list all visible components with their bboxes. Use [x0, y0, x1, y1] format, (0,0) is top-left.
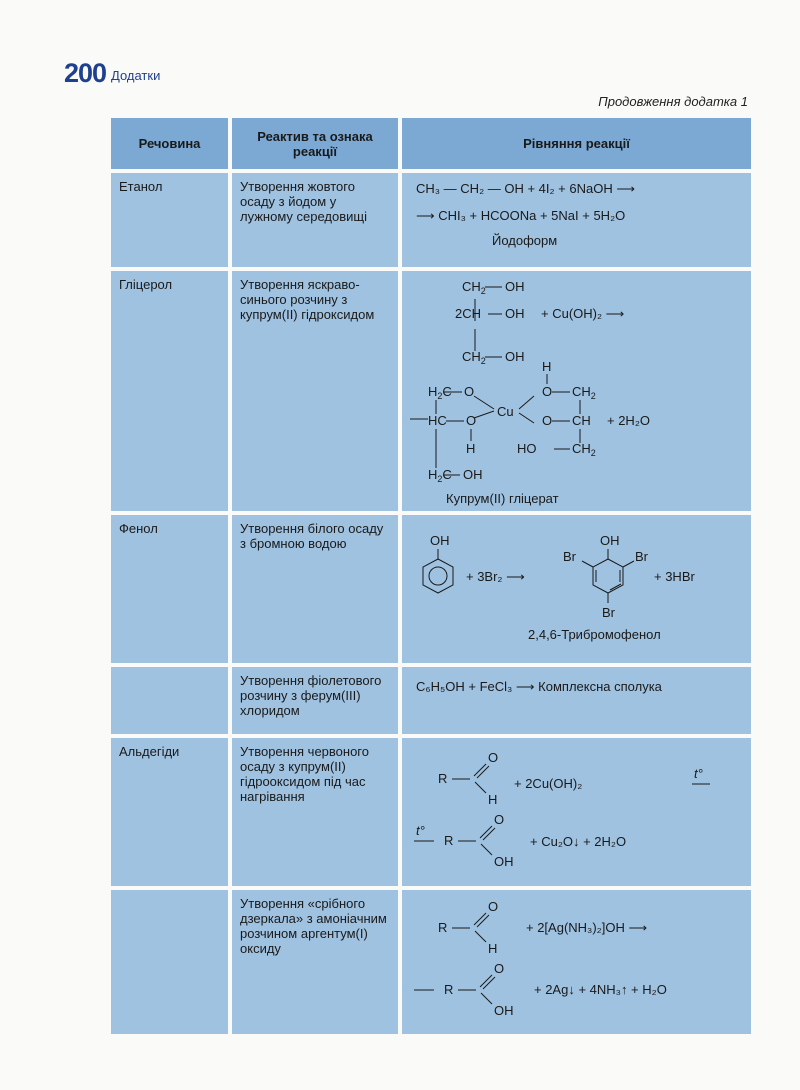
svg-text:Br: Br	[635, 549, 648, 564]
reaction-aldehyde-copper: Утворення червоного осаду з купрум(II) гідрооксидом під час нагрівання	[232, 738, 398, 886]
svg-text:OH: OH	[505, 349, 525, 364]
svg-text:O: O	[542, 413, 553, 428]
reaction-silver-mirror: Утворення «срібного дзеркала» з амоніачним розчином аргентум(І) оксиду	[232, 890, 398, 1034]
byproduct-text: + 2Ag↓ + 4NH₃↑ + H₂O	[534, 982, 667, 997]
svg-text:H: H	[466, 441, 476, 456]
silver-mirror-scheme	[402, 890, 751, 1034]
byproduct-text: + 2H₂O	[607, 413, 650, 428]
reagent-text: + 3Br₂ ⟶	[466, 569, 525, 584]
reaction-phenol-fecl3: Утворення фіолетового розчину з ферум(III) хлоридом	[232, 667, 398, 734]
substance-aldehydes: Альдегіди	[111, 738, 228, 886]
svg-text:CH2: $CH_2$	[462, 279, 486, 296]
header-equation: Рівняння реакції	[402, 118, 751, 169]
substance-aldehydes-cont	[111, 890, 228, 1034]
equation-line: ⟶ CHI₃ + HCOONa + 5NaI + 5H₂O	[416, 208, 626, 223]
phenol-bromination-scheme	[402, 515, 751, 663]
equation-line: C₆H₅OH + FeCl₃ ⟶ Комплексна сполука	[416, 679, 662, 694]
reagent-text: + 2[Ag(NH₃)₂]OH ⟶	[526, 920, 648, 935]
product-name: Купрум(ІІ) гліцерат	[446, 491, 559, 506]
continuation-label: Продовження додатка 1	[598, 94, 748, 109]
svg-text:H: H	[542, 359, 552, 374]
equation-line: CH₃ — CH₂ — OH + 4I₂ + 6NaOH ⟶	[416, 181, 635, 196]
svg-text:OH: OH	[430, 533, 450, 548]
reaction-glycerol: Утворення яскраво-синього розчину з купрум(II) гідроксидом	[232, 271, 398, 511]
byproduct-text: + 3HBr	[654, 569, 695, 584]
page-number: 200	[64, 58, 107, 88]
heat-label: t°	[694, 766, 703, 781]
svg-text:R: R	[444, 833, 454, 848]
svg-text:CH2: $CH_2$	[462, 349, 486, 366]
glycerol-reaction-scheme	[402, 271, 751, 511]
reaction-phenol-bromine: Утворення білого осаду з бромною водою	[232, 515, 398, 663]
equation-glycerol	[402, 271, 751, 511]
svg-text:t°: t°	[416, 823, 425, 838]
svg-text:O: O	[494, 812, 505, 827]
substance-phenol: Фенол	[111, 515, 228, 663]
equation-aldehyde-copper	[402, 738, 751, 886]
svg-text:HC: HC	[428, 413, 447, 428]
svg-text:OH: OH	[600, 533, 620, 548]
svg-text:O: O	[542, 384, 553, 399]
substance-phenol-cont	[111, 667, 228, 734]
svg-text:CH2: $CH_2$	[572, 384, 596, 401]
product-name: Йодоформ	[492, 233, 558, 248]
equation-phenol-bromine	[402, 515, 751, 663]
svg-text:O: O	[466, 413, 477, 428]
reactions-table	[111, 118, 751, 1034]
svg-text:OH: OH	[463, 467, 483, 482]
reaction-ethanol: Утворення жовтого осаду з йодом у лужному середовищі	[232, 173, 398, 267]
svg-text:R: R	[438, 771, 448, 786]
aldehyde-copper-scheme	[402, 738, 751, 886]
reagent-text: + 2Cu(OH)₂	[514, 776, 583, 791]
header-reaction: Реактив та ознака реакції	[232, 118, 398, 169]
svg-text:Br: Br	[563, 549, 576, 564]
svg-text:O: O	[464, 384, 475, 399]
svg-text:R: R	[444, 982, 454, 997]
equation-silver-mirror	[402, 890, 751, 1034]
equation-phenol-fecl3	[402, 667, 751, 734]
substance-glycerol: Гліцерол	[111, 271, 228, 511]
svg-text:H2C: $H_2C$	[428, 384, 452, 401]
svg-text:CH2: $CH_2$	[572, 441, 596, 458]
byproduct-text: + Cu₂O↓ + 2H₂O	[530, 834, 627, 849]
svg-text:OH: OH	[505, 306, 525, 321]
product-name: 2,4,6-Трибромофенол	[528, 627, 661, 642]
svg-text:OH: OH	[494, 854, 514, 869]
svg-text:Cu: Cu	[497, 404, 514, 419]
svg-text:H: H	[488, 792, 498, 807]
equation-ethanol	[402, 173, 751, 267]
svg-text:OH: OH	[505, 279, 525, 294]
svg-text:OH: OH	[494, 1003, 514, 1018]
svg-text:R: R	[438, 920, 448, 935]
header-substance: Речовина	[111, 118, 228, 169]
reagent-text: + Cu(OH)₂ ⟶	[541, 306, 625, 321]
svg-text:H: H	[488, 941, 498, 956]
svg-text:O: O	[488, 750, 499, 765]
svg-text:H2C: $H_2C$	[428, 467, 452, 484]
svg-text:2CH: 2CH	[455, 306, 482, 321]
svg-text:O: O	[494, 961, 505, 976]
substance-ethanol: Етанол	[111, 173, 228, 267]
svg-text:O: O	[488, 899, 499, 914]
section-title: Додатки	[111, 68, 161, 83]
svg-text:Br: Br	[602, 605, 615, 620]
svg-text:CH: CH	[572, 413, 591, 428]
svg-text:HO: HO	[517, 441, 537, 456]
